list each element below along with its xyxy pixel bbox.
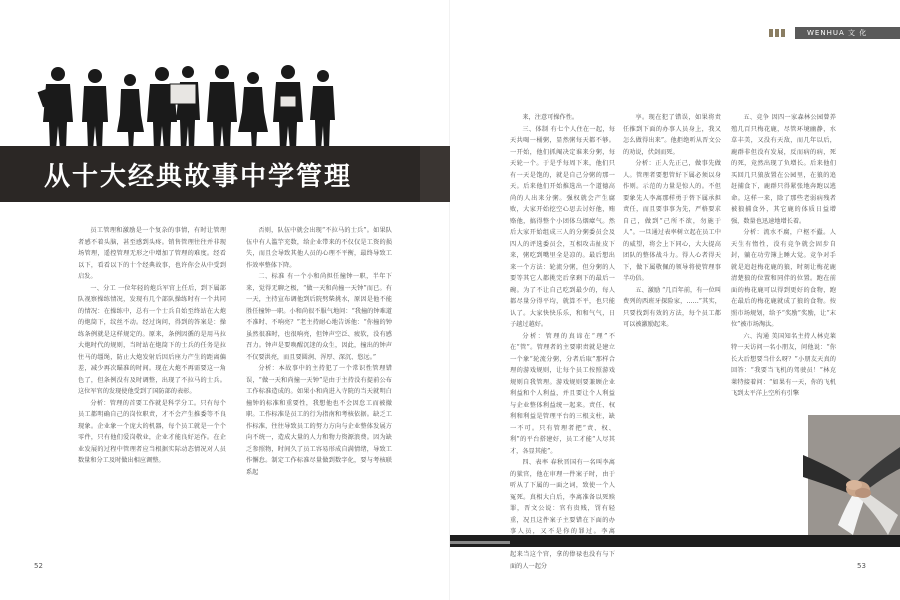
paragraph: 来，注意可操作性。	[522, 114, 579, 121]
paragraph: 一、分工 一位年轻的炮兵军官上任后，到下属部队视察操练情况，发现有几个部队操练时有一个共同的情况：在操练中，总有一个士兵自始至终站在大炮的炮筒下，纹丝不动。经过询问，得到的答案是：操练条例就是这样规定的。原来，条例因循的是用马拉大炮时代的规则，当时站在炮筒下的士兵的任务是拉住马的缰绳，防止大炮发射后因后座力产生的距离偏差，减少再次瞄准的时间。现在大炮不再需要这一角色了，但条例没有及时调整，出现了不拉马的士兵。这位军官的发现使他受到了国防部的表彰。	[78, 284, 226, 395]
paragraph: 分析：正人先正己，做事先做人。管理者要想管好下属必须以身作则。示范的力量是惊人的。不但要象先人李离那样勇于替下属承担责任，而且要事事为先，严格要求自己，做到“己所不欲，勿施于人”。一旦通过表率树立起在员工中的威望，将会上下同心，大大提高团队的整体战斗力。得人心者得天下，做下属敬佩的领导将使管理事半功倍。	[623, 160, 721, 282]
paragraph: 员工管理和激励是一个复杂的事情，有时让管理者感不着头脑，甚至感到头疼。销售管理往往并非现场管理，遥控管理无形之中增加了管理的难度。经看以下，看看以下的十个经典故事，也许你会从中受到启发。	[78, 227, 226, 280]
title-bar	[0, 146, 450, 202]
hands-image	[808, 415, 900, 535]
paragraph: 分析：流水不腐，户枢不蠹。人天生有惰性，没有竞争就会固步自封，躺在功劳簿上睡大觉。竞争对手就是追赶梅花鹿的狼，时刻让梅花鹿清楚狼的位置和同伴的位置。跑在前面的梅花鹿可以得到更好的食物，跑在最后的梅花鹿就成了狼的食物。按照市场规划，给予“奖励”奖励，让“末位”被市场淘汰。	[731, 229, 836, 328]
paragraph: 分析：本故事中的主持犯了一个常识性管理错误，“做一天和尚撞一天钟”是由于主持没有提前公布工作标准造成的。如果小和尚进入寺院的当天就明白撞钟的标准和重要性，我想他也不会因怠工而被撤职。工作标准是员工的行为指南和考核依据。缺乏工作标准，往往导致员工的努力方向与企业整体发展方向不统一，造成大量的人力和物力资源浪费。因为缺乏参照物，时间久了员工容易形成自满情绪，导致工作懈怠。制定工作标准尽量做到数字化，要与考核联系起	[246, 365, 392, 476]
business-people-silhouettes	[40, 60, 450, 150]
paragraph: 五、激励 “几百年前，有一位叫费列的西班牙探险家，……”其实，只要找到有效的方法，每个员工都可以被激励起来。	[623, 286, 721, 328]
paragraph: 五、竞争 因四一家森林公园曾养殖几百只梅花鹿，尽管环境幽静，水草丰美，又没有天敌，而几年以后，鹿群非但没有发展，反而病的病，死的死，竟然出现了负增长。后来他们买回几只狼放置在公园里，在狼的追赶捕食下，鹿群只得紧张地奔跑以逃命。这样一来，除了那些老弱病残者被狼捕食外，其它鹿的体质日益增强，数量也迅速地增长着。	[731, 114, 836, 225]
page-number-right: 53	[857, 562, 866, 570]
paragraph: 三、体制 有七个人住在一起，每天共喝一桶粥，显然粥每天都不够。一开始，他们抓阄决定谁来分粥，每天轮一个。于是乎每周下来，他们只有一天是饱的，就是自己分粥的那一天。后来他们开始推选出一个道德高尚的人出来分粥。强权就会产生腐败，大家开始挖空心思去讨好他，贿赂他，搞得整个小团体乌烟瘴气。然后大家开始组成三人的分粥委员会及四人的评选委员会，互相攻击扯皮下来，粥吃到嘴里全是凉的。最后想出来一个方法：轮流分粥，但分粥的人要等其它人都挑完后拿剩下的最后一碗。为了不让自己吃到最少的，每人都尽量分得平均，就算不平，也只能认了。大家快快乐乐，和和气气，日子越过越好。	[510, 125, 615, 328]
paragraph: 分析：管理的首要工作就是科学分工。只有每个员工都明确自己的岗位职责，才不会产生推委等不良现象。企业象一个庞大的机器，每个员工就是一个个零件，只有他们爱岗敬业，企业才能良好运作。在企业发展的过程中管理者应当根据实际动态情况对人员数量和分工及时做出相应调整。	[78, 399, 226, 464]
page-number-left: 52	[34, 562, 43, 570]
paragraph: 二、标准 有一个小和尚担任撞钟一职，半年下来，觉得无聊之极，“做一天和尚撞一天钟”而已。有一天，主持宣布调他到后院劈柴挑水，原因是他不能胜任撞钟一职。小和尚很不服气地问：“我撞的钟难道不准时、不响亮？”老主持耐心地告诉他：“你撞的钟虽然很准时，也很响亮，但钟声空泛、疲软，没有感召力。钟声是要唤醒沉迷的众生，因此，撞出的钟声不仅要洪亮，而且要圆润、浑厚、深沉、悠远。”	[246, 273, 392, 361]
article-title: 从十大经典故事中学管理	[44, 162, 353, 192]
paragraph: 分析：管理的真谛在“理”不在“管”。管理者的主要职责就是建立一个象“轮流分粥，分者后取”那样合理的游戏规则，让每个员工按照游戏规则自我管理。游戏规则要兼顾企业利益和个人利益，并且要让个人利益与企业整体利益统一起来。责任、权利和利益是管理平台的三根支柱，缺一不可。只有管理者把“责、权、利”的平台搭建好，员工才能“人尽其才，各显其能”。	[510, 332, 615, 455]
section-tag	[795, 27, 900, 39]
paragraph: 享。现在犯了错误，如果将责任推到下面的办事人员身上，我又怎么做得出来”。他拒绝听从晋文公的劝说，伏剑而死。	[623, 114, 721, 156]
left-column-1	[78, 225, 226, 553]
hands-photo	[808, 415, 900, 535]
right-column-2	[623, 112, 721, 532]
right-column-1	[510, 112, 615, 570]
section-tag-marks	[769, 29, 787, 41]
paragraph: 四、表率 春秋晋国有一名叫李离的狱官，他在审理一件案子时，由于听从了下属的一面之词，致使一个人冤死。真相大白后，李离准备以死赎罪，晋文公说：官有贵贱，罚有轻重，况且这件案子主要错在下面的办事人员，又不是你的罪过。李离 起来当这个官，拿的俸禄也没有与下面的人一起分	[510, 459, 615, 570]
bottom-bar-accent	[450, 541, 510, 544]
title-bar-accent	[420, 146, 450, 202]
bottom-bar	[450, 535, 900, 547]
left-column-2	[246, 225, 392, 553]
paragraph: 否则，队伍中就会出现“不拉马的士兵”。如果队伍中有人滥竽充数，给企业带来的不仅仅是工资的损失，而且会导致其他人员的心理不平衡，最终导致工作效率整体下降。	[246, 227, 392, 269]
section-tag-label: WENHUA 文 化	[807, 29, 868, 37]
paragraph: 六、沟通 美国知名主持人林克莱特一天访问一名小朋友，问他说：“你长大后想要当什么呀？”小朋友天真的回答：“我要当飞机的驾驶员！”林克莱特接着问：“如果有一天，你的飞机飞到太平洋上空所有引擎	[731, 332, 836, 397]
